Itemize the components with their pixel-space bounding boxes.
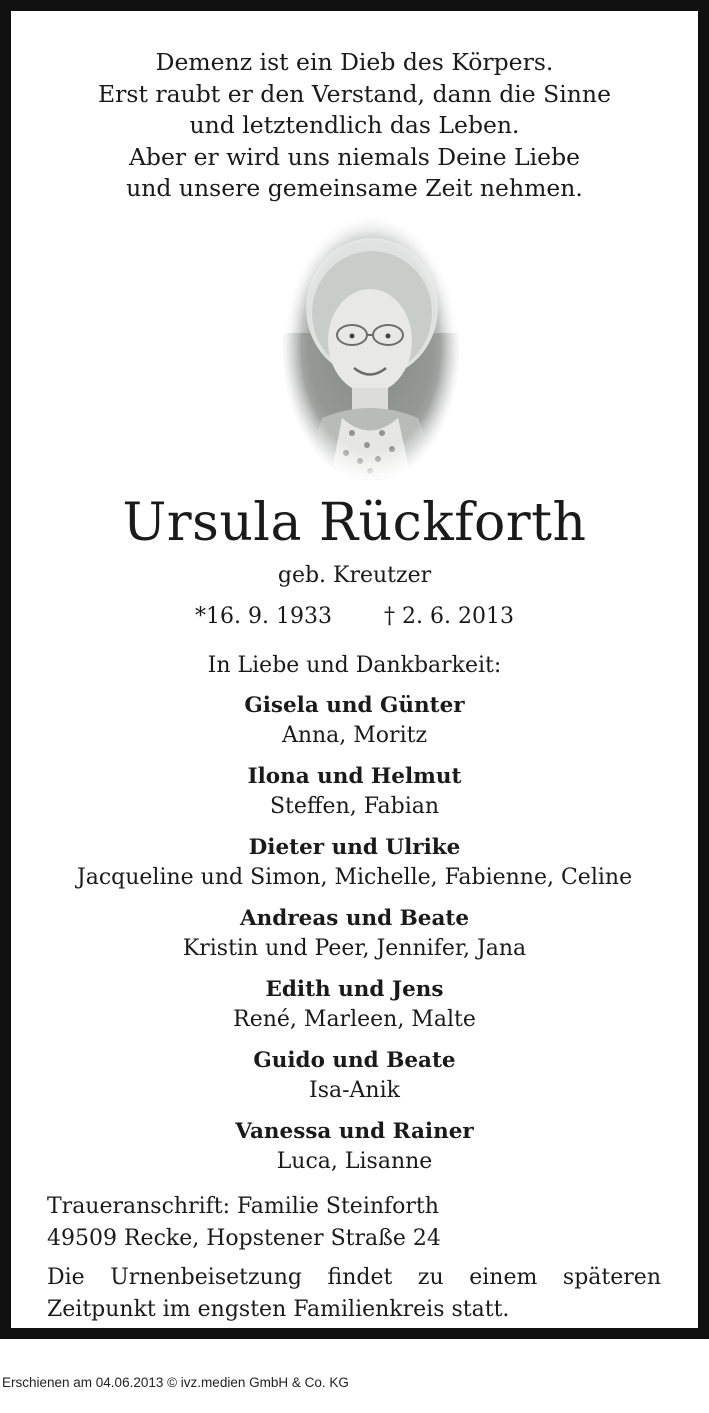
burial-note: Die Urnenbeisetzung findet zu einem späteren Zeitpunkt im engsten Familienkreis statt. (47, 1265, 661, 1322)
portrait-photo (282, 213, 460, 481)
couple-names: Ilona und Helmut (247, 764, 462, 789)
mourners-list (11, 691, 698, 1188)
maiden-name: geb. Kreutzer (277, 563, 432, 588)
couple-names: Guido und Beate (253, 1048, 456, 1073)
memorial-poem (11, 47, 698, 205)
poem-line: Aber er wird uns niemals Deine Liebe (128, 142, 581, 171)
death-date: † 2. 6. 2013 (384, 604, 514, 629)
publication-footer: Erschienen am 04.06.2013 © ivz.medien GmbH & Co. KG (2, 1375, 349, 1390)
list-item (11, 833, 698, 893)
children-names: Anna, Moritz (281, 723, 428, 748)
list-item (11, 1046, 698, 1106)
list-item (11, 975, 698, 1035)
couple-names: Edith und Jens (265, 977, 444, 1002)
couple-names: Vanessa und Rainer (235, 1119, 474, 1144)
couple-names: Gisela und Günter (244, 693, 465, 718)
poem-line: und unsere gemeinsame Zeit nehmen. (126, 174, 583, 202)
mourners-intro: In Liebe und Dankbarkeit: (207, 653, 502, 678)
couple-names: Dieter und Ulrike (248, 835, 461, 860)
life-dates (11, 603, 698, 631)
children-names: Steffen, Fabian (269, 794, 440, 819)
children-names: Jacqueline und Simon, Michelle, Fabienne, Celine (76, 865, 633, 890)
mourning-address (47, 1191, 441, 1255)
list-item (11, 691, 698, 751)
poem-line: Demenz ist ein Dieb des Körpers. (155, 48, 554, 76)
children-names: Isa-Anik (309, 1078, 400, 1103)
children-names: Luca, Lisanne (276, 1149, 433, 1174)
poem-line: und letztendlich das Leben. (189, 111, 520, 139)
birth-date: *16. 9. 1933 (195, 604, 332, 629)
children-names: Kristin und Peer, Jennifer, Jana (182, 936, 527, 961)
list-item (11, 1117, 698, 1177)
children-names: René, Marleen, Malte (233, 1007, 476, 1032)
couple-names: Andreas und Beate (239, 906, 470, 931)
list-item (11, 762, 698, 822)
list-item (11, 904, 698, 964)
address-line: 49509 Recke, Hopstener Straße 24 (47, 1226, 441, 1251)
deceased-name: Ursula Rückforth (122, 493, 587, 553)
address-line: Traueranschrift: Familie Steinforth (47, 1194, 439, 1219)
poem-line: Erst raubt er den Verstand, dann die Sinne (98, 79, 611, 108)
